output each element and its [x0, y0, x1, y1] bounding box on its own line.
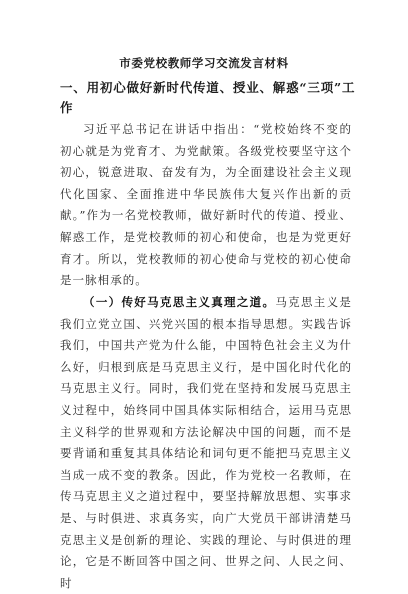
body-paragraph: 习近平总书记在讲话中指出：“党校始终不变的初心就是为党育才、为党献策。各级党校要坚守这个初心，锐意进取、奋发有为，为全面建设社会主义现代化国家、全面推进中华民族伟大复兴作出新的贡献。”作为一名党校教师，做好新时代的传道、授业、解惑工作，是党校教师的初心和使命，也是为党更好育才。所以，党校教师的初心使命与党校的初心使命是一脉相承的。 — [60, 122, 352, 288]
document-title: 市委党校教师学习交流发言材料 — [119, 56, 289, 70]
paragraph-text: 马克思主义是我们立党立国、兴党兴国的根本指导思想。实践告诉我们，中国共产党为什么能，中国特色社会主义为什么好，归根到底是马克思主义行，是中国化时代化的马克思主义行。同时，我们党在坚持和发展马克思主义过程中，始终同中国具体实际相结合，运用马克思主义科学的世界观和方法论解决中国的问题，而不是要背诵和重复其具体结论和词句更不能把马克思主义当成一成不变的教条。因此，作为党校一名教师，在传马克思主义之道过程中，要坚持解放思想、实事求是、与时俱进、求真务实，向广大党员干部讲清楚马克思主义是创新的理论、实践的理论、与时俱进的理论，它是不断回答中国之问、世界之问、人民之问、时 — [60, 295, 352, 590]
section-heading: 一、用初心做好新时代传道、授业、解惑“三项”工作 — [60, 80, 356, 115]
body-paragraph — [60, 292, 352, 594]
subsection-heading: （一）传好马克思主义真理之道。 — [83, 295, 276, 309]
